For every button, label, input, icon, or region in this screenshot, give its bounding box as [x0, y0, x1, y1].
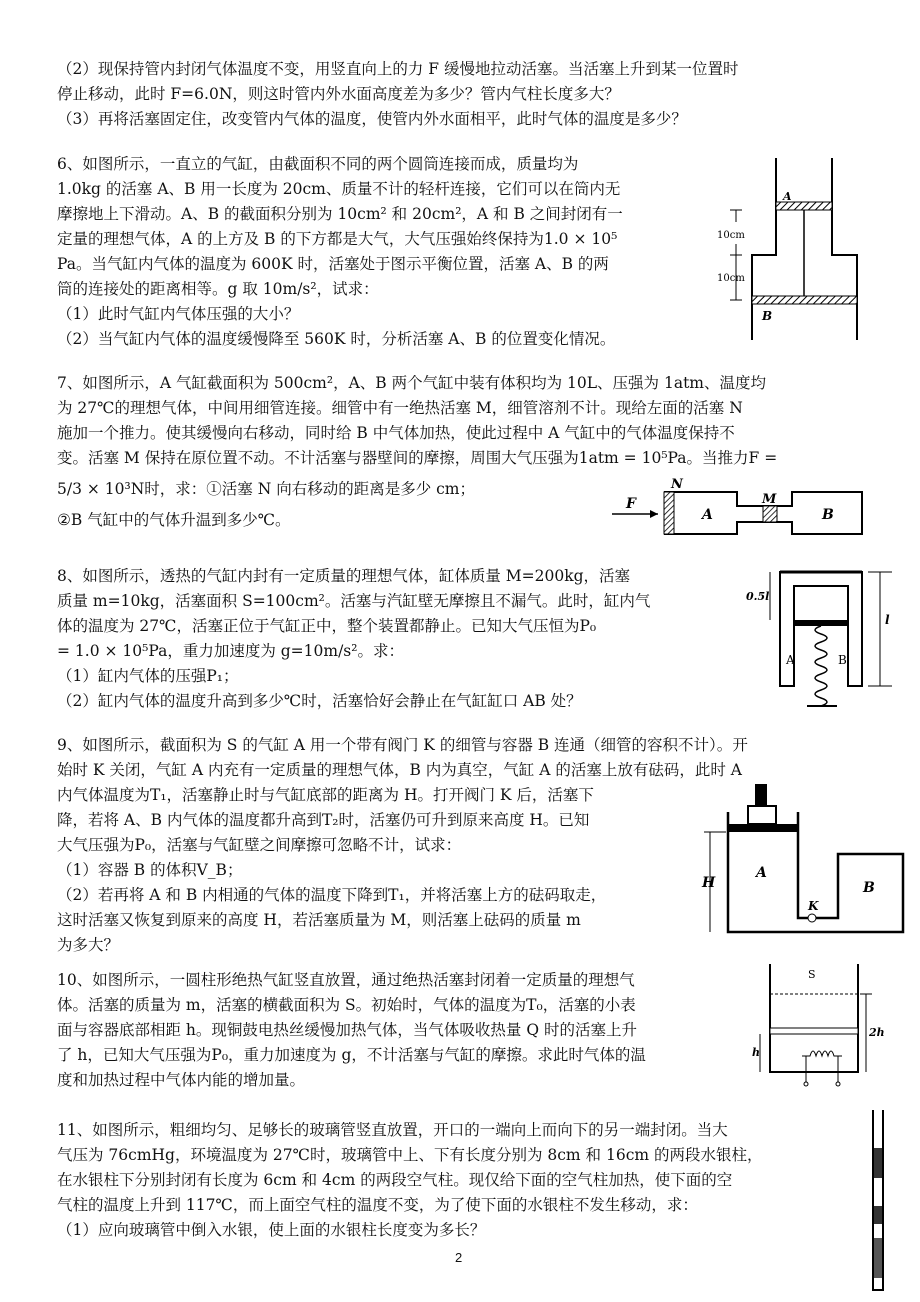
question-6 [57, 152, 623, 352]
text-line: 体。活塞的质量为 m，活塞的横截面积为 S。初始时，气体的温度为T₀，活塞的小表 [57, 996, 636, 1014]
q5-continuation [57, 57, 738, 132]
text-line: ②B 气缸中的气体升温到多少℃。 [57, 511, 291, 529]
text-line: 面与容器底部相距 h。现铜鼓电热丝缓慢加热气体，当气体吸收热量 Q 时的活塞上升 [57, 1021, 637, 1039]
text-line: 6、如图所示，一直立的气缸，由截面积不同的两个圆筒连接而成，质量均为 [57, 155, 579, 173]
text-line: 停止移动，此时 F=6.0N，则这时管内外水面高度差为多少？管内气柱长度多大？ [57, 85, 620, 103]
text-line: 10、如图所示，一圆柱形绝热气缸竖直放置，通过绝热活塞封闭着一定质量的理想气 [57, 971, 635, 989]
text-line: 8、如图所示，透热的气缸内封有一定质量的理想气体，缸体质量 M=200kg，活塞 [57, 567, 631, 585]
text-line: 大气压强为P₀，活塞与气缸壁之间摩擦可忽略不计，试求： [57, 836, 462, 854]
question-10 [57, 968, 646, 1093]
text-line: （1）应向玻璃管中倒入水银，使上面的水银柱长度变为多长？ [57, 1221, 486, 1239]
label-b: B [863, 880, 875, 896]
label-h: H [702, 875, 716, 891]
q7-cylinders-figure [612, 476, 868, 542]
label-b: B [762, 309, 773, 323]
label-n: N [671, 477, 683, 492]
piston [770, 1028, 858, 1034]
label-b: B [822, 507, 834, 523]
text-line: 了 h，已知大气压强为P₀，重力加速度为 g，不计活塞与气缸的摩擦。求此时气体的温 [57, 1046, 646, 1064]
text-line: （1）容器 B 的体积V_B； [57, 861, 243, 879]
text-line: 筒的连接处的距离相等。g 取 10m/s²，试求： [57, 280, 379, 298]
question-9 [57, 733, 748, 958]
text-line: （1）此时气缸内气体压强的大小？ [57, 305, 300, 323]
piston [794, 620, 848, 626]
text-line: 在水银柱下分别封闭有长度为 6cm 和 4cm 的两段空气柱。现仅给下面的空气柱加热，使下面的空 [57, 1171, 733, 1189]
text-line: 变。活塞 M 保持在原位置不动。不计活塞与器壁间的摩擦，周围大气压强为1atm = 10⁵Pa。当推力F = [57, 449, 778, 467]
text-line: 定量的理想气体，A 的上方及 B 的下方都是大气，大气压强始终保持为1.0 × 10⁵ [57, 230, 618, 248]
text-line: （1）缸内气体的压强P₁； [57, 667, 239, 685]
label-a: A [783, 190, 792, 203]
text-line: 5/3 × 10³N时，求：①活塞 N 向右移动的距离是多少 cm； [57, 480, 476, 498]
text-line: 这时活塞又恢复到原来的高度 H，若活塞质量为 M，则活塞上砝码的质量 m [57, 911, 581, 929]
text-line: 1.0kg 的活塞 A、B 用一长度为 20cm、质量不计的轻杆连接，它们可以在筒内无 [57, 180, 621, 198]
text-line: 体的温度为 27℃，活塞正位于气缸正中，整个装置都静止。已知大气压恒为P₀ [57, 617, 597, 635]
text-line: Pa。当气缸内气体的温度为 600K 时，活塞处于图示平衡位置，活塞 A、B 的两 [57, 255, 609, 273]
text-line: （2）当气缸内气体的温度缓慢降至 560K 时，分析活塞 A、B 的位置变化情况。 [57, 330, 616, 348]
text-line: 7、如图所示，A 气缸截面积为 500cm²，A、B 两个气缸中装有体积均为 10L、压强为 1atm、温度均 [57, 374, 766, 392]
dim-10cm-upper: 10cm [717, 230, 745, 241]
label-k: K [808, 899, 819, 913]
text-line: 气压为 76cmHg，环境温度为 27℃时，玻璃管中上、下有长度分别为 8cm 和 16cm 的两段水银柱， [57, 1146, 763, 1164]
label-a: A [756, 865, 767, 881]
q6-cylinder-figure [712, 150, 872, 345]
dim-0-5l: 0.5l [746, 590, 770, 603]
piston-m [763, 506, 777, 522]
dim-l: l [885, 613, 890, 627]
page-number: 2 [455, 1250, 463, 1265]
text-line: 始时 K 关闭，气缸 A 内充有一定质量的理想气体，B 内为真空，气缸 A 的活塞上放有砝码，此时 A [57, 761, 742, 779]
dim-10cm-lower: 10cm [717, 273, 745, 284]
label-b: B [838, 653, 847, 667]
question-11 [57, 1118, 763, 1243]
text-line: （2）缸内气体的温度升高到多少℃时，活塞恰好会静止在气缸缸口 AB 处？ [57, 692, 582, 710]
text-line: 施加一个推力。使其缓慢向右移动，同时给 B 中气体加热，使此过程中 A 气缸中的气体温度保持不 [57, 424, 735, 442]
q10-cylinder-figure [752, 960, 892, 1090]
piston-n [664, 492, 674, 534]
text-line: （2）若再将 A 和 B 内相通的气体的温度下降到T₁，并将活塞上方的砝码取走， [57, 886, 607, 904]
label-h: h [752, 1046, 760, 1059]
piston [728, 824, 798, 832]
text-line: 11、如图所示，粗细均匀、足够长的玻璃管竖直放置，开口的一端向上而向下的另一端封闭。当大 [57, 1121, 728, 1139]
text-line: 气柱的温度上升到 117℃，而上面空气柱的温度不变，为了使下面的水银柱不发生移动，求： [57, 1196, 698, 1214]
question-8 [57, 564, 650, 714]
piston-a [776, 202, 832, 210]
text-line: 为 27℃的理想气体，中间用细管连接。细管中有一绝热活塞 M，细管溶剂不计。现给左面的活塞 N [57, 399, 743, 417]
text-line: （2）现保持管内封闭气体温度不变，用竖直向上的力 F 缓慢地拉动活塞。当活塞上升到某一位置时 [57, 60, 739, 78]
q8-cylinder-figure [742, 564, 902, 724]
label-s: S [808, 968, 816, 981]
text-line: 降，若将 A、B 内气体的温度都升高到T₂时，活塞仍可升到原来高度 H。已知 [57, 811, 590, 829]
text-line: （3）再将活塞固定住，改变管内气体的温度，使管内外水面相平，此时气体的温度是多少？ [57, 110, 687, 128]
label-2h: 2h [869, 1026, 885, 1039]
label-a: A [786, 653, 795, 667]
q11-glass-tube-figure [868, 1108, 888, 1294]
text-line: 为多大？ [57, 936, 120, 954]
text-line: 摩擦地上下滑动。A、B 的截面积分别为 10cm² 和 20cm²，A 和 B 之间封闭有一 [57, 205, 623, 223]
label-m: M [762, 492, 777, 507]
text-line: 内气体温度为T₁，活塞静止时与气缸底部的距离为 H。打开阀门 K 后，活塞下 [57, 786, 594, 804]
text-line: 质量 m=10kg，活塞面积 S=100cm²。活塞与汽缸壁无摩擦且不漏气。此时，缸内气 [57, 592, 651, 610]
text-line: 9、如图所示，截面积为 S 的气缸 A 用一个带有阀门 K 的细管与容器 B 连通（细管的容积不计）。开 [57, 736, 748, 754]
label-a: A [702, 507, 713, 523]
force-label: F [626, 496, 636, 512]
q9-cylinder-figure [698, 782, 908, 942]
piston-b [752, 296, 857, 304]
text-line: 度和加热过程中气体内能的增加量。 [57, 1071, 306, 1089]
text-line: = 1.0 × 10⁵Pa，重力加速度为 g=10m/s²。求： [57, 642, 404, 660]
